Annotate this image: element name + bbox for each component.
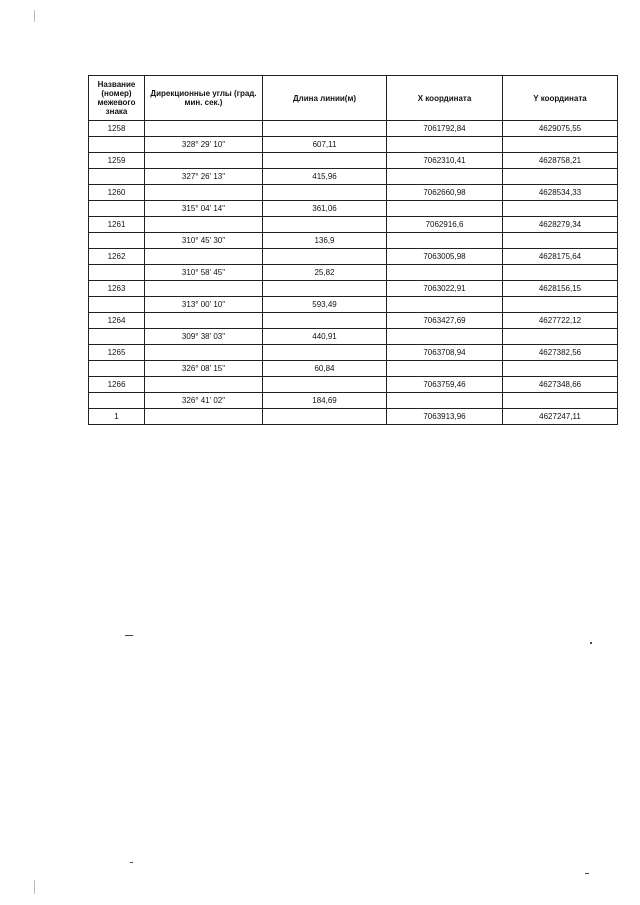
table-row <box>89 121 618 137</box>
table-row <box>89 345 618 361</box>
cell-y-coordinate: 4627247,11 <box>503 409 618 425</box>
boundary-coordinates-table <box>88 75 618 425</box>
cell-line-length: 415,96 <box>263 169 387 185</box>
table-row <box>89 137 618 153</box>
cell-x-coordinate <box>387 201 503 217</box>
cell-direction-angle <box>145 345 263 361</box>
scan-speck <box>34 880 35 894</box>
cell-marker-name <box>89 297 145 313</box>
cell-marker-name <box>89 393 145 409</box>
cell-direction-angle <box>145 185 263 201</box>
cell-x-coordinate <box>387 361 503 377</box>
cell-line-length: 361,06 <box>263 201 387 217</box>
cell-x-coordinate: 7061792,84 <box>387 121 503 137</box>
cell-direction-angle: 310° 58' 45" <box>145 265 263 281</box>
cell-x-coordinate: 7063022,91 <box>387 281 503 297</box>
header-direction-angle: Дирекционные углы (град. мин. сек.) <box>145 76 263 121</box>
cell-y-coordinate <box>503 265 618 281</box>
cell-marker-name: 1258 <box>89 121 145 137</box>
cell-direction-angle <box>145 409 263 425</box>
cell-y-coordinate: 4628758,21 <box>503 153 618 169</box>
table-row <box>89 265 618 281</box>
cell-line-length <box>263 249 387 265</box>
cell-direction-angle: 326° 08' 15" <box>145 361 263 377</box>
cell-x-coordinate <box>387 393 503 409</box>
cell-y-coordinate <box>503 361 618 377</box>
cell-direction-angle: 315° 04' 14" <box>145 201 263 217</box>
table-row <box>89 201 618 217</box>
cell-marker-name: 1262 <box>89 249 145 265</box>
cell-y-coordinate <box>503 393 618 409</box>
cell-x-coordinate: 7063759,46 <box>387 377 503 393</box>
cell-y-coordinate: 4628279,34 <box>503 217 618 233</box>
cell-direction-angle <box>145 249 263 265</box>
scan-speck <box>125 635 133 636</box>
cell-x-coordinate <box>387 297 503 313</box>
cell-direction-angle <box>145 121 263 137</box>
cell-x-coordinate <box>387 233 503 249</box>
scan-speck <box>34 10 35 22</box>
table-row <box>89 169 618 185</box>
cell-x-coordinate <box>387 137 503 153</box>
table-row <box>89 297 618 313</box>
cell-line-length: 440,91 <box>263 329 387 345</box>
cell-marker-name: 1266 <box>89 377 145 393</box>
table-row <box>89 249 618 265</box>
cell-direction-angle <box>145 377 263 393</box>
table-row <box>89 377 618 393</box>
cell-x-coordinate: 7063005,98 <box>387 249 503 265</box>
cell-y-coordinate <box>503 169 618 185</box>
cell-direction-angle: 310° 45' 30" <box>145 233 263 249</box>
scan-speck <box>130 862 133 863</box>
table-row <box>89 409 618 425</box>
cell-marker-name <box>89 361 145 377</box>
cell-y-coordinate <box>503 297 618 313</box>
cell-line-length: 60,84 <box>263 361 387 377</box>
cell-y-coordinate: 4627348,66 <box>503 377 618 393</box>
cell-x-coordinate: 7062310,41 <box>387 153 503 169</box>
header-x-coordinate: X координата <box>387 76 503 121</box>
cell-marker-name <box>89 329 145 345</box>
cell-line-length: 25,82 <box>263 265 387 281</box>
cell-y-coordinate <box>503 329 618 345</box>
cell-line-length <box>263 153 387 169</box>
table-row <box>89 217 618 233</box>
cell-marker-name: 1259 <box>89 153 145 169</box>
cell-line-length <box>263 217 387 233</box>
cell-x-coordinate <box>387 329 503 345</box>
cell-y-coordinate: 4628156,15 <box>503 281 618 297</box>
cell-line-length <box>263 185 387 201</box>
cell-x-coordinate: 7063708,94 <box>387 345 503 361</box>
cell-line-length <box>263 313 387 329</box>
cell-line-length: 136,9 <box>263 233 387 249</box>
cell-marker-name: 1261 <box>89 217 145 233</box>
cell-y-coordinate: 4628534,33 <box>503 185 618 201</box>
header-marker-name: Название (номер) межевого знака <box>89 76 145 121</box>
cell-marker-name <box>89 265 145 281</box>
cell-line-length <box>263 281 387 297</box>
cell-y-coordinate: 4628175,64 <box>503 249 618 265</box>
cell-marker-name <box>89 233 145 249</box>
cell-marker-name: 1260 <box>89 185 145 201</box>
cell-y-coordinate <box>503 201 618 217</box>
table-row <box>89 361 618 377</box>
cell-y-coordinate: 4629075,55 <box>503 121 618 137</box>
cell-marker-name: 1 <box>89 409 145 425</box>
cell-direction-angle <box>145 217 263 233</box>
cell-x-coordinate <box>387 169 503 185</box>
cell-line-length: 184,69 <box>263 393 387 409</box>
cell-line-length: 607,11 <box>263 137 387 153</box>
cell-marker-name <box>89 169 145 185</box>
cell-marker-name: 1263 <box>89 281 145 297</box>
cell-marker-name <box>89 137 145 153</box>
cell-marker-name: 1265 <box>89 345 145 361</box>
table-row <box>89 393 618 409</box>
table-row <box>89 329 618 345</box>
cell-direction-angle: 313° 00' 10" <box>145 297 263 313</box>
cell-marker-name: 1264 <box>89 313 145 329</box>
table-row <box>89 153 618 169</box>
cell-x-coordinate <box>387 265 503 281</box>
cell-x-coordinate: 7062660,98 <box>387 185 503 201</box>
cell-x-coordinate: 7062916,6 <box>387 217 503 233</box>
table-row <box>89 313 618 329</box>
table-row <box>89 185 618 201</box>
table-row <box>89 233 618 249</box>
cell-y-coordinate: 4627382,56 <box>503 345 618 361</box>
scan-speck <box>585 873 589 874</box>
cell-line-length <box>263 377 387 393</box>
cell-direction-angle: 326° 41' 02" <box>145 393 263 409</box>
cell-y-coordinate <box>503 137 618 153</box>
cell-direction-angle: 309° 38' 03" <box>145 329 263 345</box>
cell-line-length <box>263 121 387 137</box>
cell-direction-angle: 327° 26' 13" <box>145 169 263 185</box>
cell-direction-angle <box>145 313 263 329</box>
scan-speck <box>590 642 592 644</box>
cell-y-coordinate: 4627722,12 <box>503 313 618 329</box>
cell-direction-angle <box>145 153 263 169</box>
cell-direction-angle <box>145 281 263 297</box>
header-y-coordinate: Y координата <box>503 76 618 121</box>
table-row <box>89 281 618 297</box>
header-line-length: Длина линии(м) <box>263 76 387 121</box>
cell-line-length <box>263 345 387 361</box>
cell-marker-name <box>89 201 145 217</box>
cell-line-length: 593,49 <box>263 297 387 313</box>
cell-x-coordinate: 7063913,96 <box>387 409 503 425</box>
cell-line-length <box>263 409 387 425</box>
cell-y-coordinate <box>503 233 618 249</box>
cell-direction-angle: 328° 29' 10" <box>145 137 263 153</box>
cell-x-coordinate: 7063427,69 <box>387 313 503 329</box>
table-header-row <box>89 76 618 121</box>
